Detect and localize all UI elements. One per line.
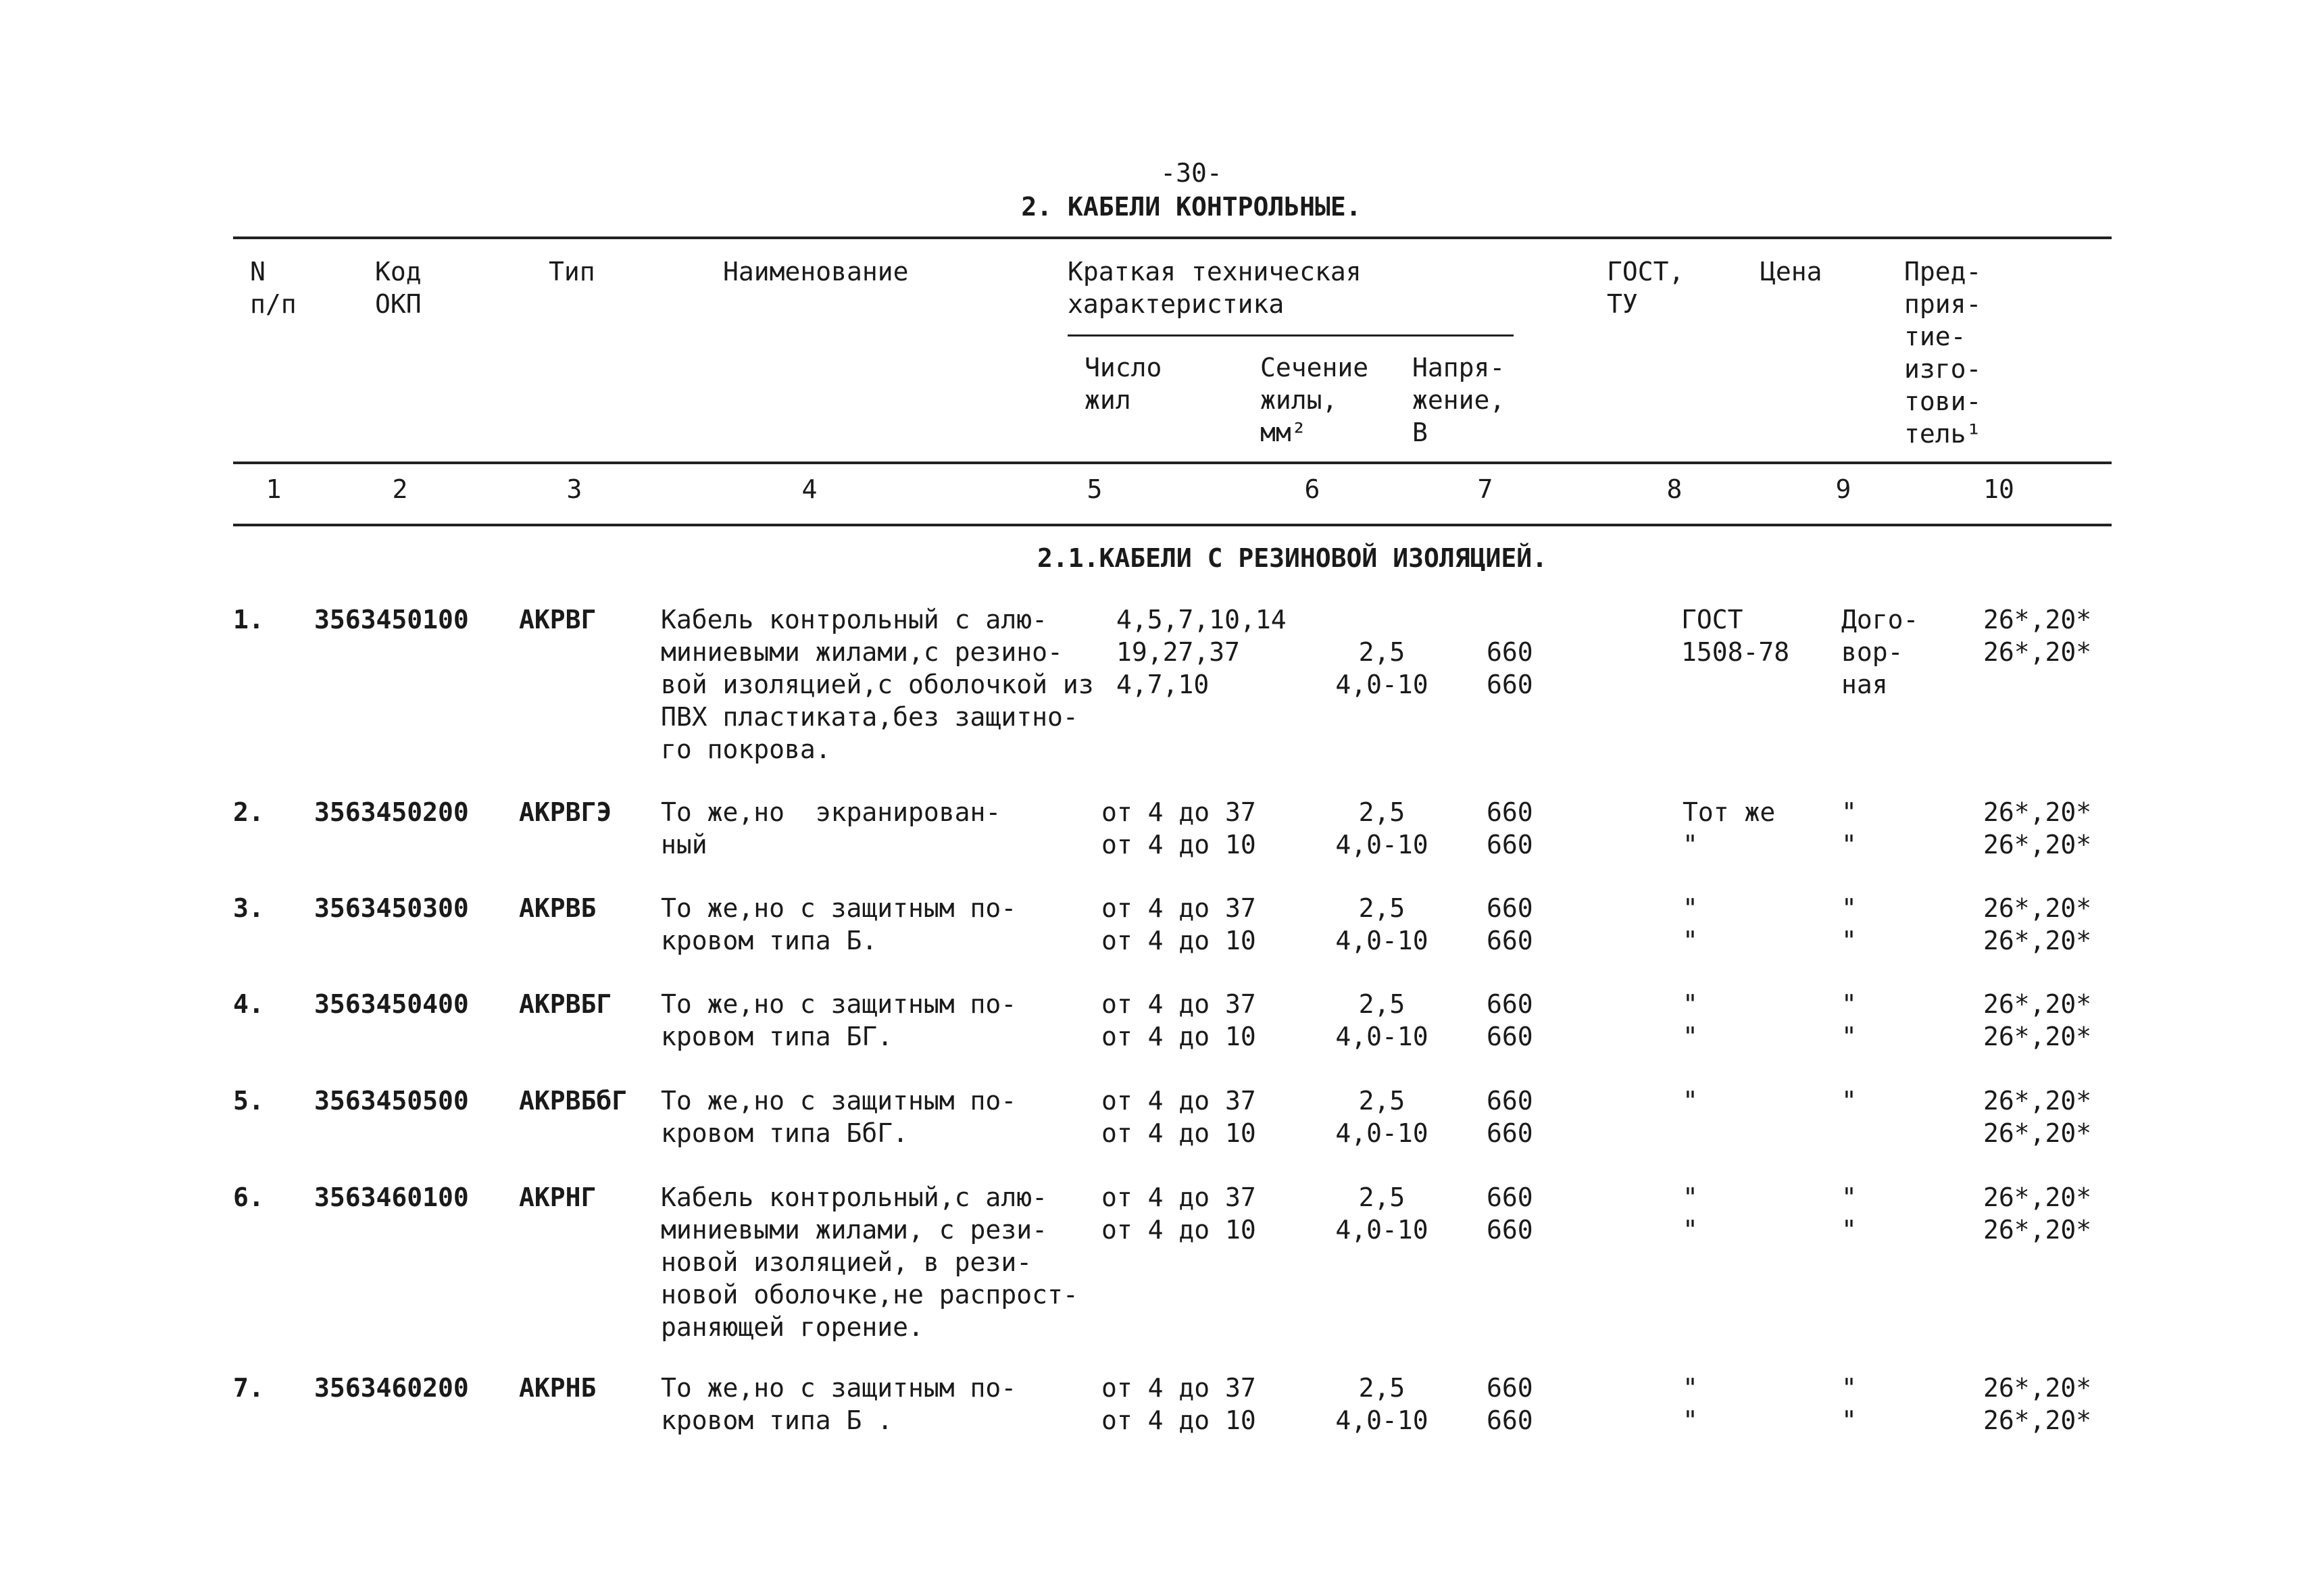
price: " " [1841,893,1857,955]
page-number: -30- [1160,158,1222,188]
price: " " [1841,1373,1857,1435]
header-bottom-rule [233,462,2112,464]
header-maker: Пред- прия- тие- изго- тови- тель¹ [1904,257,1982,449]
header-tech: Краткая техническая характеристика [1068,257,1362,319]
cable-name: Кабель контрольный,с алю- миниевыми жилами, с рези- новой изоляцией, в рези- новой оболочке,не распрост- раняющей горение. [661,1182,1078,1342]
manufacturer: 26*,20* 26*,20* [1983,1373,2092,1435]
column-number: 7 [1477,474,1493,504]
manufacturer: 26*,20* 26*,20* [1983,893,2092,955]
header-n: N п/п [250,257,297,319]
header-section: Сечение жилы, мм² [1260,353,1369,447]
cable-type: АКРВГЭ [519,797,612,827]
column-number: 6 [1304,474,1320,504]
core-section: 2,5 4,0-10 [1335,797,1428,859]
column-number: 8 [1666,474,1683,504]
okp-code: 3563450500 [314,1086,469,1116]
manufacturer: 26*,20* 26*,20* [1983,1086,2092,1148]
section-title: 2. КАБЕЛИ КОНТРОЛЬНЫЕ. [1021,192,1362,222]
header-voltage: Напря- жение, В [1412,353,1505,447]
row-number: 3. [233,893,264,923]
header-gost: ГОСТ, ТУ [1607,257,1685,319]
cores-count: от 4 до 37 от 4 до 10 [1101,797,1256,859]
gost-tu: ГОСТ 1508-78 [1681,605,1790,667]
cores-count: от 4 до 37 от 4 до 10 [1101,893,1256,955]
core-section: 2,5 4,0-10 [1335,1086,1428,1148]
core-section: 2,5 4,0-10 [1335,893,1428,955]
gost-tu: " " [1683,1182,1698,1245]
voltage: 660 660 [1487,637,1533,699]
cable-type: АКРВБбГ [519,1086,628,1116]
cores-count: от 4 до 37 от 4 до 10 [1101,1373,1256,1435]
column-numbers-rule [233,524,2112,526]
row-number: 5. [233,1086,264,1116]
header-price: Цена [1760,257,1822,286]
cores-count: 4,5,7,10,14 19,27,37 4,7,10 [1116,605,1287,699]
cores-count: от 4 до 37 от 4 до 10 [1101,1182,1256,1245]
row-number: 4. [233,989,264,1019]
core-section: 2,5 4,0-10 [1335,1373,1428,1435]
cores-count: от 4 до 37 от 4 до 10 [1101,1086,1256,1148]
gost-tu: " " [1683,1373,1698,1435]
column-number: 9 [1835,474,1851,504]
okp-code: 3563450200 [314,797,469,827]
row-number: 2. [233,797,264,827]
header-name: Наименование [723,257,909,286]
okp-code: 3563450100 [314,605,469,634]
manufacturer: 26*,20* 26*,20* [1983,797,2092,859]
price: " [1841,1086,1857,1116]
column-number: 4 [801,474,818,504]
voltage: 660 660 [1487,1182,1533,1245]
cable-type: АКРНГ [519,1182,597,1212]
price: Дого- вор- ная [1841,605,1919,699]
column-number: 10 [1983,474,2014,504]
cable-name: Кабель контрольный с алю- миниевыми жилами,с резино- вой изоляцией,с оболочкой из ПВХ пластиката,без защитно- го покрова. [661,605,1094,764]
gost-tu: " " [1683,893,1698,955]
column-number: 2 [392,474,408,504]
cable-name: То же,но с защитным по- кровом типа Б. [661,893,1017,955]
row-number: 1. [233,605,264,634]
cores-count: от 4 до 37 от 4 до 10 [1101,989,1256,1051]
price: " " [1841,797,1857,859]
column-number: 1 [266,474,282,504]
gost-tu: " " [1683,989,1698,1051]
cable-name: То же,но с защитным по- кровом типа БГ. [661,989,1017,1051]
cable-name: То же,но с защитным по- кровом типа Б . [661,1373,1017,1435]
price: " " [1841,1182,1857,1245]
core-section: 2,5 4,0-10 [1335,989,1428,1051]
voltage: 660 660 [1487,893,1533,955]
column-number: 3 [566,474,582,504]
cable-name: То же,но экранирован- ный [661,797,1001,859]
table-top-rule [233,236,2112,239]
voltage: 660 660 [1487,797,1533,859]
okp-code: 3563460200 [314,1373,469,1403]
header-code: Код ОКП [375,257,422,319]
gost-tu: Тот же " [1683,797,1776,859]
header-cores: Число жил [1085,353,1162,415]
row-number: 7. [233,1373,264,1403]
core-section: 2,5 4,0-10 [1335,1182,1428,1245]
manufacturer: 26*,20* 26*,20* [1983,1182,2092,1245]
okp-code: 3563450300 [314,893,469,923]
cable-type: АКРВБ [519,893,597,923]
cable-type: АКРВГ [519,605,597,634]
manufacturer: 26*,20* 26*,20* [1983,605,2092,667]
okp-code: 3563450400 [314,989,469,1019]
subsection-title: 2.1.КАБЕЛИ С РЕЗИНОВОЙ ИЗОЛЯЦИЕЙ. [1037,543,1547,573]
voltage: 660 660 [1487,989,1533,1051]
row-number: 6. [233,1182,264,1212]
column-number: 5 [1087,474,1103,504]
cable-type: АКРВБГ [519,989,612,1019]
cable-type: АКРНБ [519,1373,597,1403]
tech-header-rule [1068,334,1514,336]
header-type: Тип [549,257,595,286]
gost-tu: " [1683,1086,1698,1116]
price: " " [1841,989,1857,1051]
voltage: 660 660 [1487,1373,1533,1435]
core-section: 2,5 4,0-10 [1335,637,1428,699]
okp-code: 3563460100 [314,1182,469,1212]
manufacturer: 26*,20* 26*,20* [1983,989,2092,1051]
cable-name: То же,но с защитным по- кровом типа БбГ. [661,1086,1017,1148]
voltage: 660 660 [1487,1086,1533,1148]
